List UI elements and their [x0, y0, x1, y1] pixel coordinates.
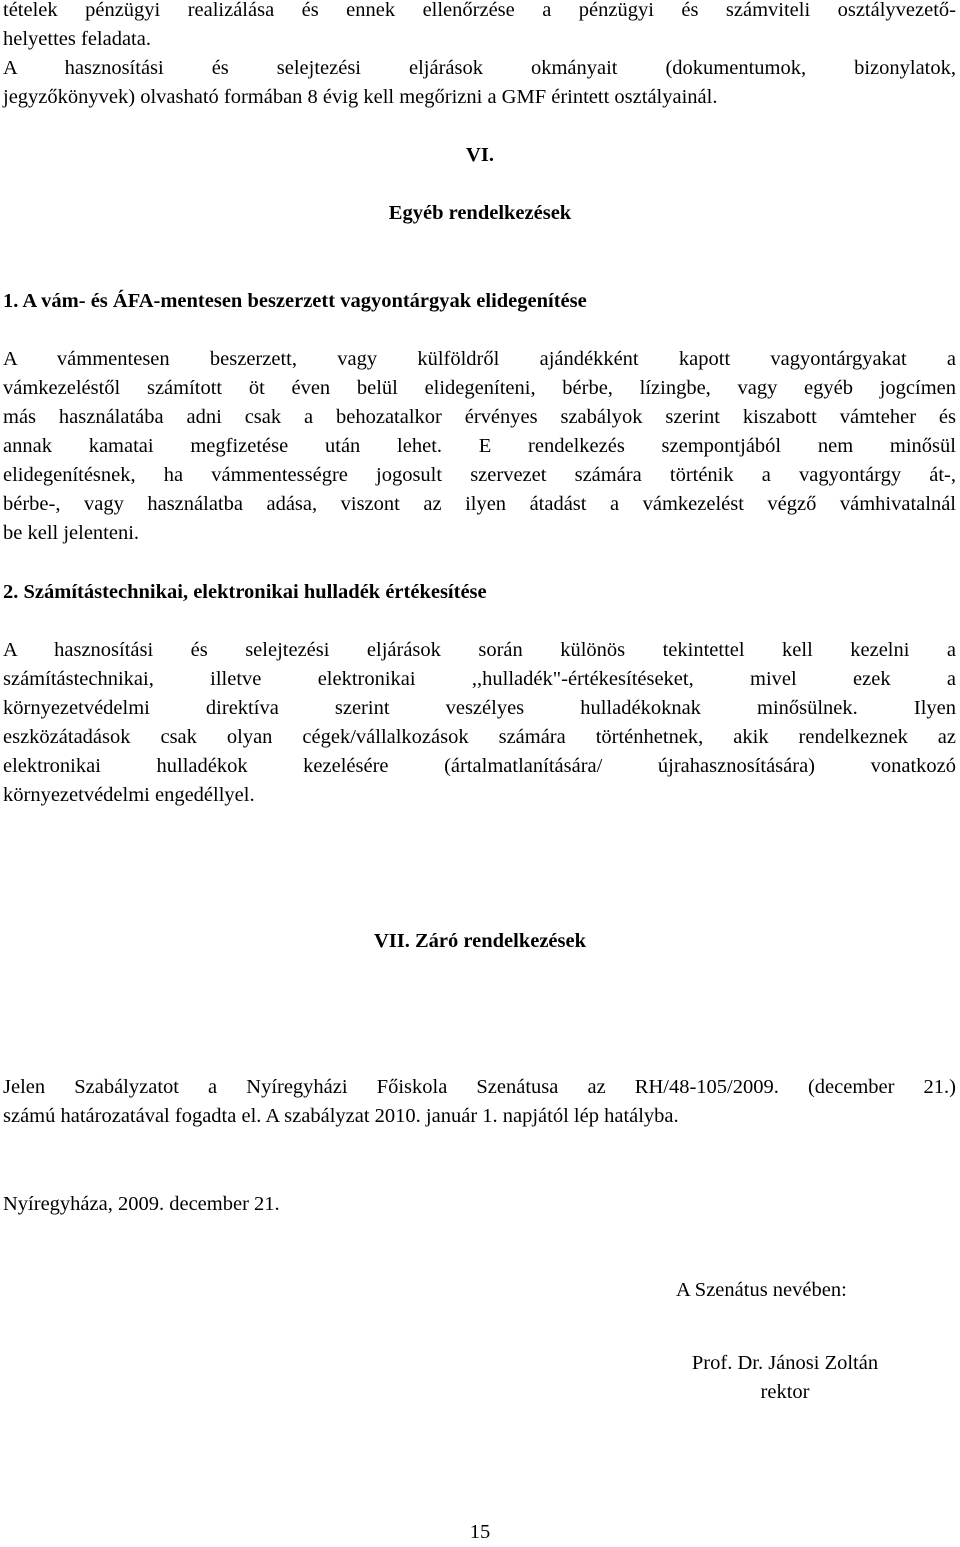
section-number: VI.: [466, 144, 494, 166]
signature-role: rektor: [760, 1381, 810, 1403]
text-line: elektronikai hulladékok kezelésére (ártalmatlanítására/ újrahasznosítására) vonatkozó: [3, 755, 956, 777]
text-line: tételek pénzügyi realizálása és ennek ellenőrzése a pénzügyi és számviteli osztályvezető-: [3, 0, 956, 21]
text-line: A hasznosítási és selejtezési eljárások során különös tekintettel kell kezelni a: [3, 639, 956, 661]
text-line: annak kamatai megfizetése után lehet. E rendelkezés szempontjából nem minősül: [3, 435, 956, 457]
subsection-paragraph: [3, 636, 956, 810]
text-line: eszközátadások csak olyan cégek/vállalkozások számára történhetnek, akik rendelkeznek az: [3, 726, 956, 748]
signature-on-behalf: A Szenátus nevében:: [676, 1279, 847, 1301]
text-line: A hasznosítási és selejtezési eljárások okmányait (dokumentumok, bizonylatok,: [3, 57, 956, 79]
text-line: elidegenítésnek, ha vámmentességre jogosult szervezet számára történik a vagyontárgy át-,: [3, 464, 956, 486]
text-line: vámkezeléstől számított öt éven belül elidegeníteni, bérbe, lízingbe, vagy egyéb jogcímen: [3, 377, 956, 399]
text-line: környezetvédelmi direktíva szerint veszélyes hulladékoknak minősülnek. Ilyen: [3, 697, 956, 719]
section-title: VII. Záró rendelkezések: [373, 930, 586, 952]
text-line: számú határozatával fogadta el. A szabályzat 2010. január 1. napjától lép hatályba.: [3, 1105, 679, 1127]
text-line: környezetvédelmi engedéllyel.: [3, 784, 255, 806]
subsection-heading: 1. A vám- és ÁFA-mentesen beszerzett vagyontárgyak elidegenítése: [3, 290, 587, 312]
intro-paragraph: [3, 0, 956, 112]
subsection-heading: 2. Számítástechnikai, elektronikai hulladék értékesítése: [3, 581, 487, 603]
section-title: Egyéb rendelkezések: [388, 202, 572, 224]
signature-name: Prof. Dr. Jánosi Zoltán: [691, 1352, 879, 1374]
text-line: bérbe-, vagy használatba adása, viszont az ilyen átadást a vámkezelést végző vámhivatalnál: [3, 493, 956, 515]
text-line: más használatába adni csak a behozatalkor érvényes szabályok szerint kiszabott vámteher és: [3, 406, 956, 428]
text-line: számítástechnikai, illetve elektronikai ,,hulladék"-értékesítéseket, mivel ezek a: [3, 668, 956, 690]
text-line: A vámmentesen beszerzett, vagy külföldről ajándékként kapott vagyontárgyakat a: [3, 348, 956, 370]
text-line: Jelen Szabályzatot a Nyíregyházi Főiskola Szenátusa az RH/48-105/2009. (december 21.): [3, 1076, 956, 1098]
text-line: be kell jelenteni.: [3, 522, 140, 544]
closing-paragraph: [3, 1073, 956, 1131]
text-line: helyettes feladata.: [3, 28, 151, 50]
subsection-paragraph: [3, 345, 956, 548]
page-number: 15: [469, 1521, 491, 1543]
text-line: jegyzőkönyvek) olvasható formában 8 évig kell megőrizni a GMF érintett osztályainál.: [3, 86, 718, 108]
place-date: Nyíregyháza, 2009. december 21.: [3, 1193, 280, 1215]
